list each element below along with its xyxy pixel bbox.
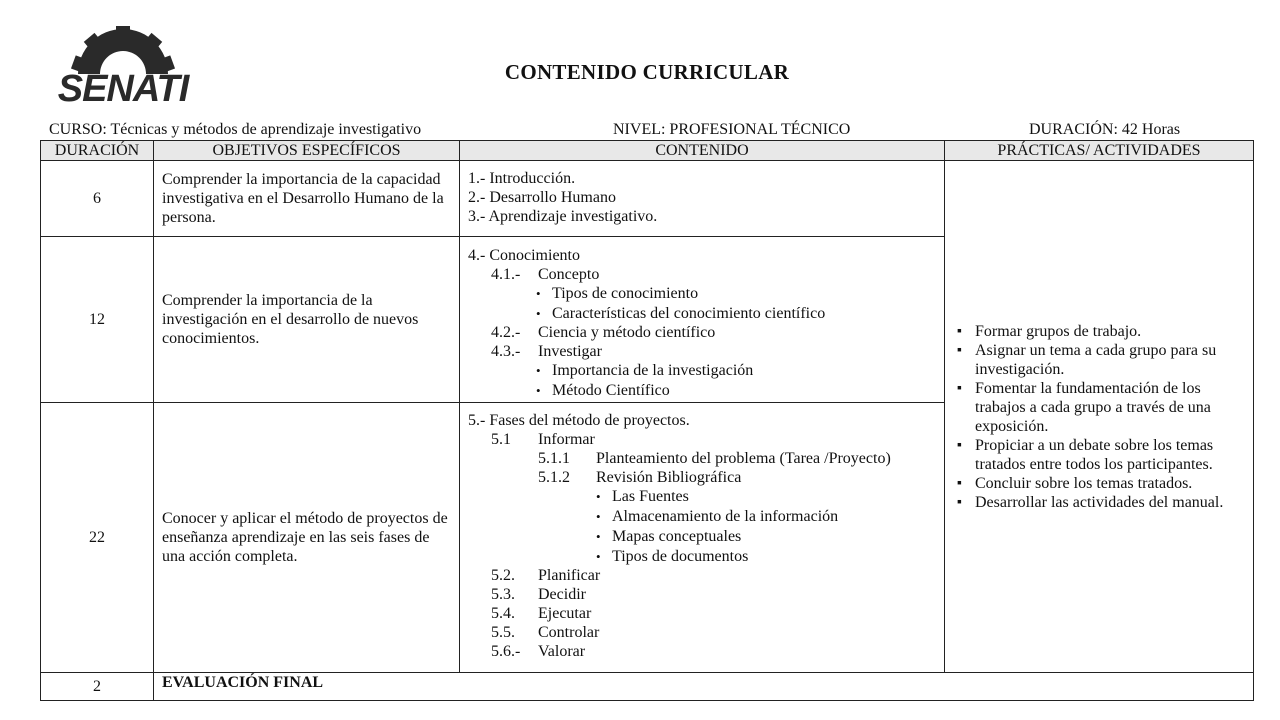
final-label: EVALUACIÓN FINAL [154,673,1254,701]
content-line: 5.- Fases del método de proyectos. [468,412,690,429]
activities-list [957,322,1245,512]
content-line: • Importancia de la investigación [468,361,936,381]
level-label: NIVEL: PROFESIONAL TÉCNICO [613,121,851,138]
final-duration: 2 [41,673,154,701]
bullet-icon [596,508,612,525]
bullet-icon [596,548,612,565]
header-objetivos: OBJETIVOS ESPECÍFICOS [154,141,460,161]
list-item: ▪ Asignar un tema a cada grupo para su investigación. [957,341,1245,379]
content-line: 5.4. Ejecutar [491,605,592,622]
content-line: 4.1.- Concepto [491,266,600,283]
row-duration: 12 [41,237,154,403]
row-content [460,161,945,237]
bullet-icon [596,488,612,505]
content-line: • Características del conocimiento científico [468,304,936,323]
bullet-icon [596,528,612,545]
content-line: 5.6.- Valorar [491,643,586,660]
list-item: ▪ Desarrollar las actividades del manual. [957,493,1245,512]
header-actividades: PRÁCTICAS/ ACTIVIDADES [945,141,1254,161]
svg-text:SENATI: SENATI [57,68,189,104]
content-line: 4.- Conocimiento [468,247,580,264]
content-line: 5.3. Decidir [491,586,586,603]
table-row [41,161,1254,237]
row-duration: 6 [41,161,154,237]
row-objective: Conocer y aplicar el método de proyectos de enseñanza aprendizaje en las seis fases de una acción completa. [154,403,460,673]
course-label: CURSO: Técnicas y métodos de aprendizaje investigativo [49,121,422,138]
activities-cell [945,161,1254,673]
content-line: • Tipos de conocimiento [468,284,936,304]
content-line: • Las Fuentes [468,487,936,507]
content-line: • Mapas conceptuales [468,527,936,547]
content-line: 2.- Desarrollo Humano [468,189,616,206]
content-line: • Almacenamiento de la información [468,507,936,527]
content-line: 5.5. Controlar [491,624,600,641]
bullet-icon [536,382,552,399]
duration-label: DURACIÓN: 42 Horas [1029,121,1181,138]
list-item: ▪ Formar grupos de trabajo. [957,322,1245,341]
content-line: 5.2. Planificar [491,567,601,584]
content-line: 5.1.2 Revisión Bibliográfica [538,469,742,486]
list-item: ▪ Concluir sobre los temas tratados. [957,474,1245,493]
content-line: • Tipos de documentos [468,547,936,566]
bullet-icon [536,285,552,302]
row-content [460,237,945,403]
row-content [460,403,945,673]
content-line: • Método Científico [468,381,936,400]
content-line: 5.1.1 Planteamiento del problema (Tarea /Proyecto) [538,450,891,467]
bullet-icon [536,305,552,322]
content-line: 4.3.- Investigar [491,343,602,360]
list-item: ▪ Propiciar a un debate sobre los temas tratados entre todos los participantes. [957,436,1245,474]
header-duracion: DURACIÓN [41,141,154,161]
page-title: CONTENIDO CURRICULAR [504,60,790,84]
content-line: 5.1 Informar [491,431,595,448]
list-item: ▪ Fomentar la fundamentación de los trabajos a cada grupo a través de una exposición. [957,379,1245,436]
row-duration: 22 [41,403,154,673]
table-header-row [41,141,1254,161]
content-line: 3.- Aprendizaje investigativo. [468,208,658,225]
row-objective: Comprender la importancia de la investigación en el desarrollo de nuevos conocimientos. [154,237,460,403]
curriculum-table [40,140,1254,701]
content-line: 4.2.- Ciencia y método científico [491,324,716,341]
header-contenido: CONTENIDO [460,141,945,161]
final-row [41,673,1254,701]
content-line: 1.- Introducción. [468,170,576,187]
bullet-icon [536,362,552,379]
row-objective: Comprender la importancia de la capacidad investigativa en el Desarrollo Humano de la persona. [154,161,460,237]
